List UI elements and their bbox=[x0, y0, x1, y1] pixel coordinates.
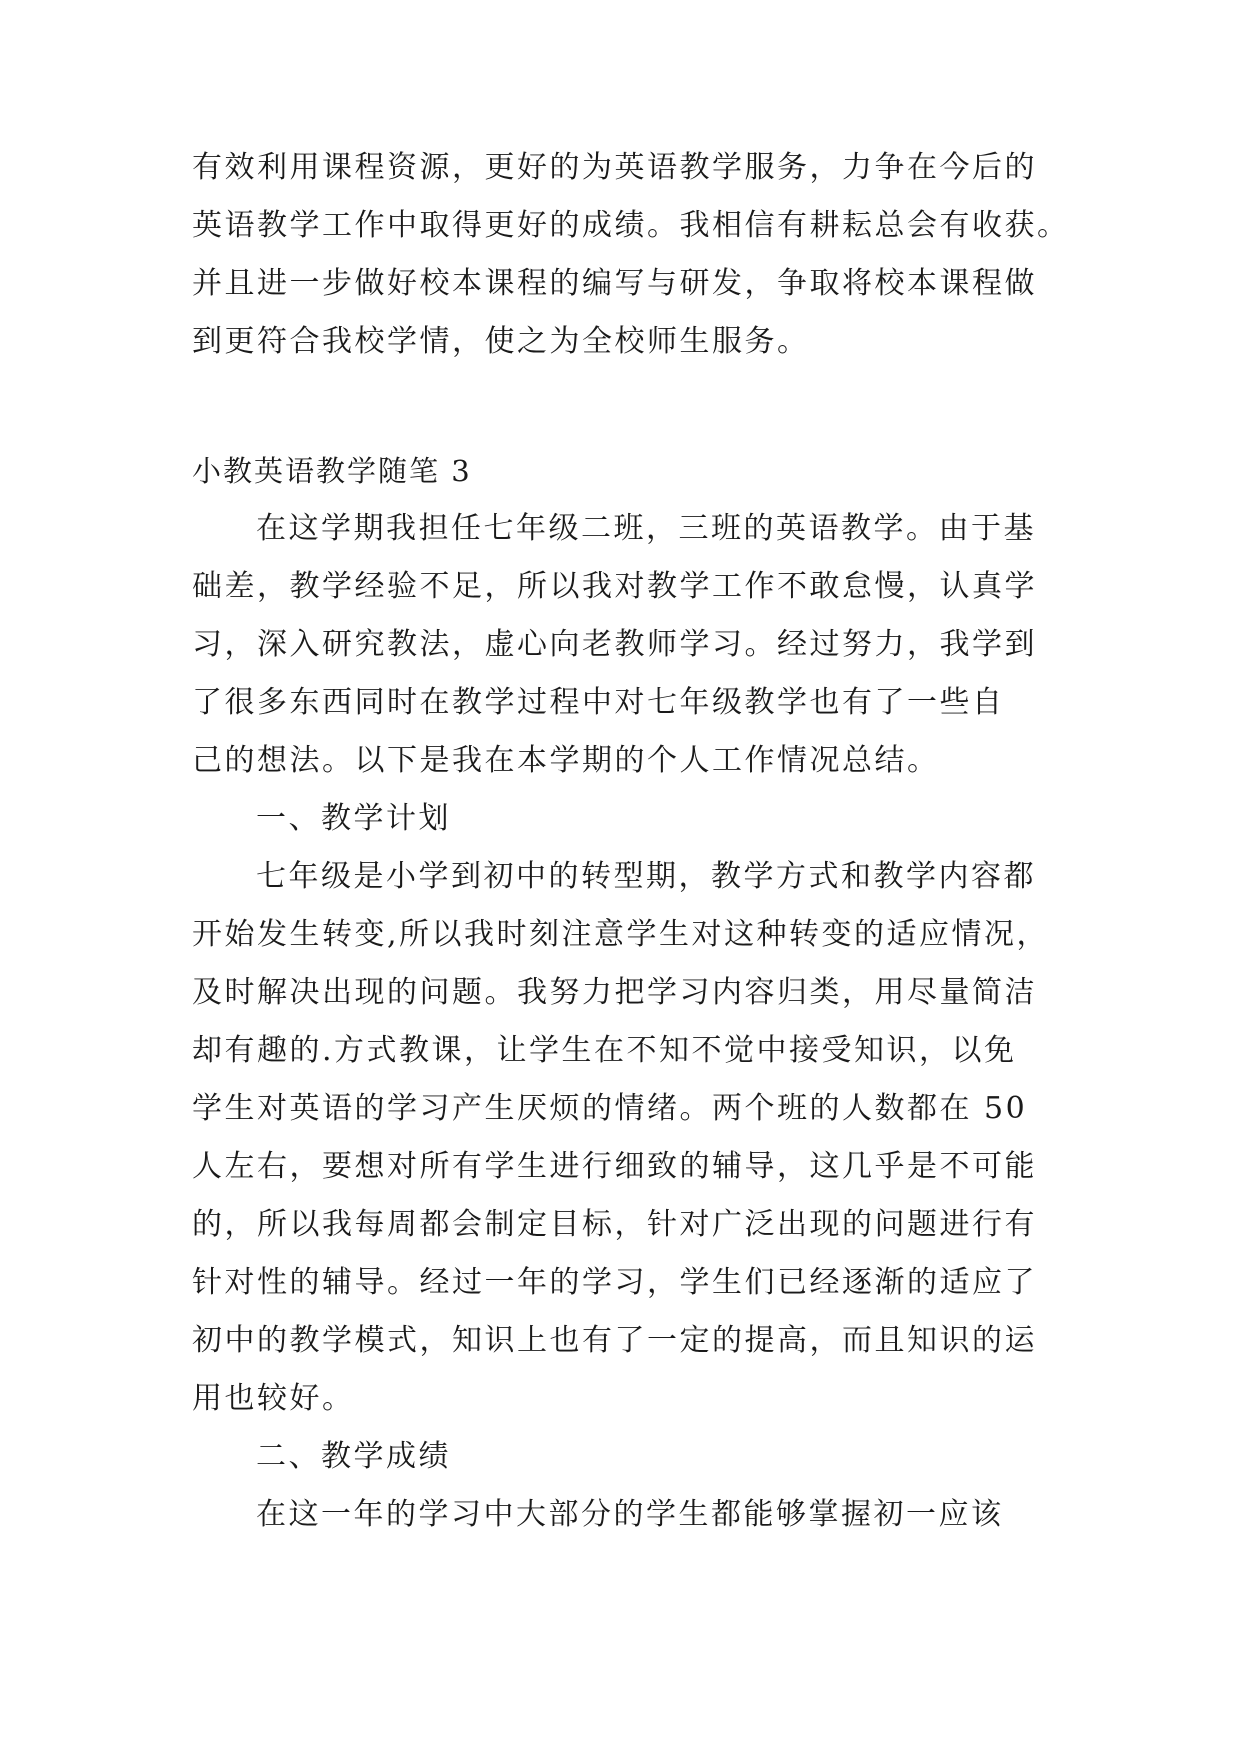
paragraph-line: 却有趣的.方式教课，让学生在不知不觉中接受知识，以免 bbox=[192, 1033, 1017, 1068]
paragraph-line: 针对性的辅导。经过一年的学习，学生们已经逐渐的适应了 bbox=[192, 1265, 1037, 1300]
paragraph-line: 习，深入研究教法，虚心向老教师学习。经过努力，我学到 bbox=[192, 627, 1037, 662]
subheading-teaching-plan: 一、教学计划 bbox=[256, 801, 451, 836]
paragraph-line: 到更符合我校学情，使之为全校师生服务。 bbox=[192, 324, 810, 359]
subheading-teaching-results: 二、教学成绩 bbox=[256, 1439, 451, 1474]
paragraph-line: 七年级是小学到初中的转型期，教学方式和教学内容都 bbox=[256, 859, 1036, 894]
paragraph-line: 在这一年的学习中大部分的学生都能够掌握初一应该 bbox=[256, 1497, 1004, 1532]
paragraph-line: 学生对英语的学习产生厌烦的情绪。两个班的人数都在 50 bbox=[192, 1091, 1028, 1126]
paragraph-line: 的，所以我每周都会制定目标，针对广泛出现的问题进行有 bbox=[192, 1207, 1037, 1242]
paragraph-line: 用也较好。 bbox=[192, 1381, 355, 1416]
paragraph-line: 人左右，要想对所有学生进行细致的辅导，这几乎是不可能 bbox=[192, 1149, 1037, 1184]
paragraph-line: 础差，教学经验不足，所以我对教学工作不敢怠慢，认真学 bbox=[192, 569, 1037, 604]
paragraph-line: 并且进一步做好校本课程的编写与研发，争取将校本课程做 bbox=[192, 266, 1037, 301]
paragraph-line: 有效利用课程资源，更好的为英语教学服务，力争在今后的 bbox=[192, 150, 1037, 185]
paragraph-line: 了很多东西同时在教学过程中对七年级教学也有了一些自 bbox=[192, 685, 1005, 720]
paragraph-line: 己的想法。以下是我在本学期的个人工作情况总结。 bbox=[192, 743, 940, 778]
paragraph-line: 及时解决出现的问题。我努力把学习内容归类，用尽量简洁 bbox=[192, 975, 1037, 1010]
paragraph-line: 在这学期我担任七年级二班，三班的英语教学。由于基 bbox=[256, 511, 1036, 546]
paragraph-line: 开始发生转变,所以我时刻注意学生对这种转变的适应情况， bbox=[192, 917, 1050, 952]
paragraph-line: 英语教学工作中取得更好的成绩。我相信有耕耘总会有收获。 bbox=[192, 208, 1070, 243]
section-title: 小教英语教学随笔 3 bbox=[192, 454, 472, 488]
paragraph-line: 初中的教学模式，知识上也有了一定的提高，而且知识的运 bbox=[192, 1323, 1037, 1358]
